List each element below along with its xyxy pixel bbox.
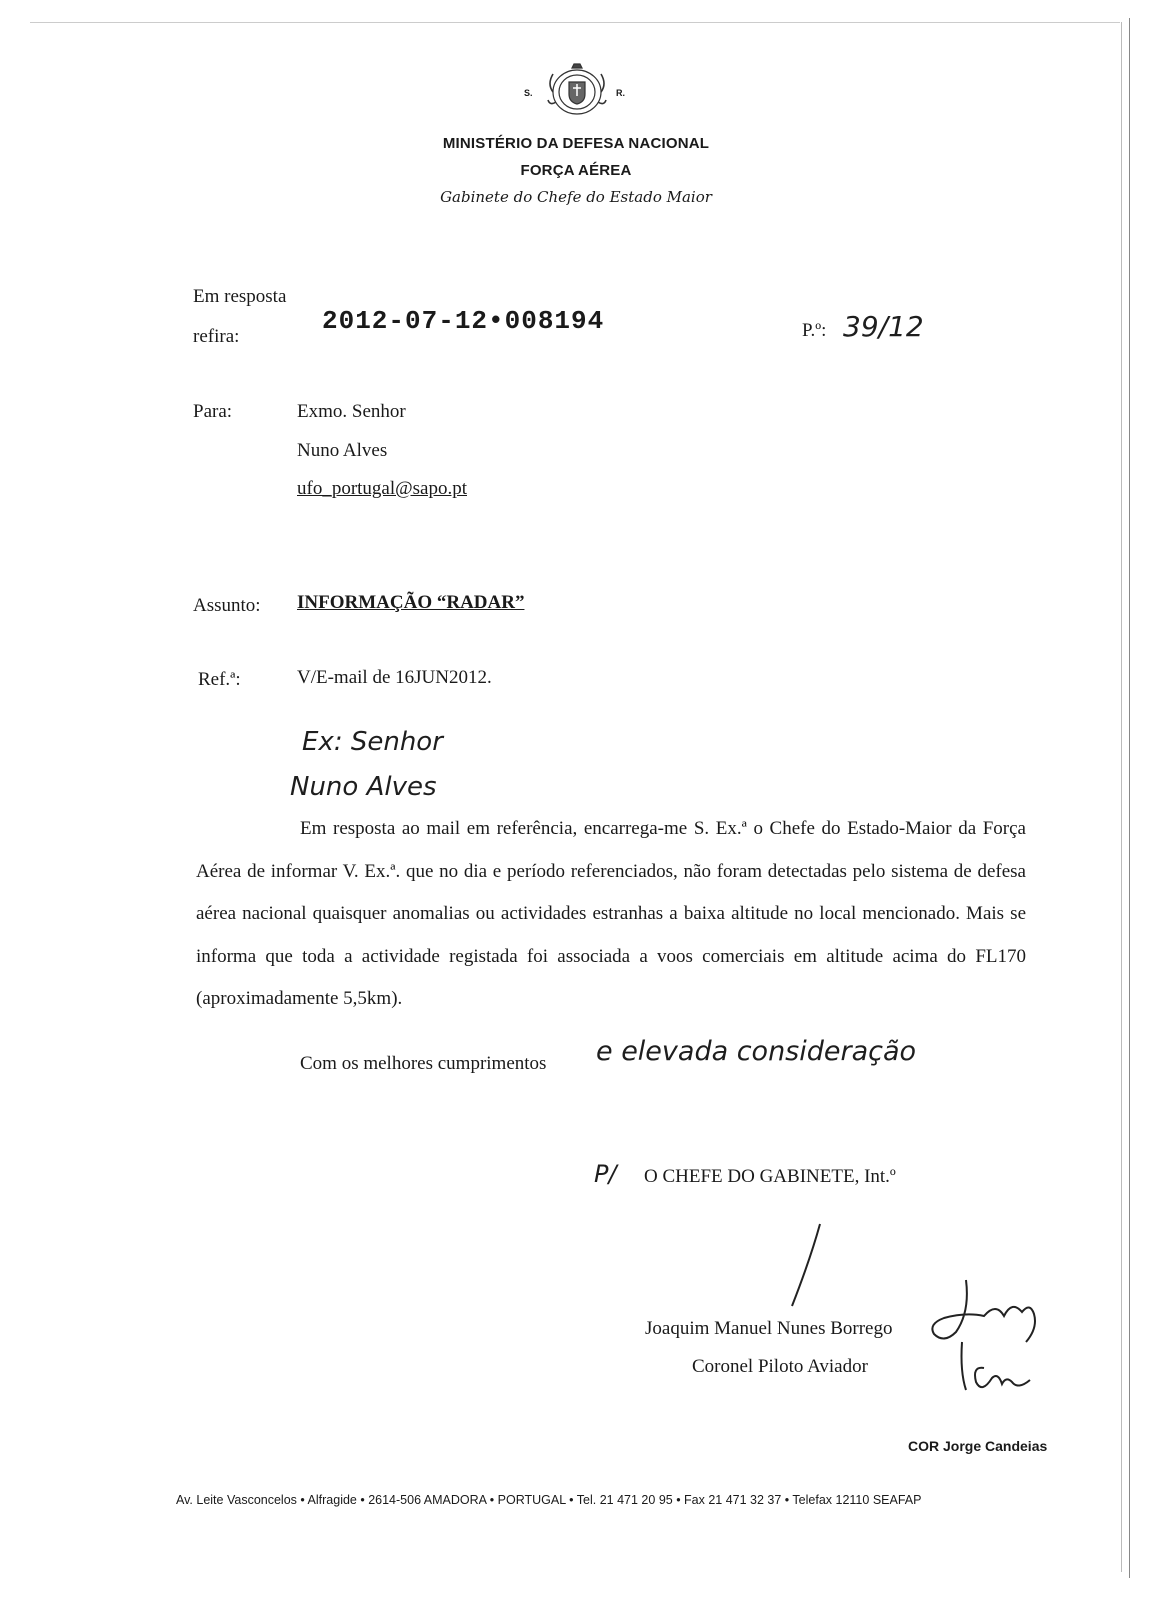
footer-address: Av. Leite Vasconcelos • Alfragide • 2614-506 AMADORA • PORTUGAL • Tel. 21 471 20 95 • Fax 21 471 32 37 • Telefax 12110 SEAFAP — [176, 1493, 922, 1507]
process-number-handwritten: 39/12 — [843, 310, 924, 343]
signatory-name: Joaquim Manuel Nunes Borrego — [645, 1318, 893, 1339]
page-right-edge — [1129, 18, 1130, 1578]
office-title: Gabinete do Chefe do Estado Maior — [440, 188, 712, 206]
page-top-edge — [30, 22, 1120, 23]
subject-value-text: INFORMAÇÃO “RADAR” — [297, 592, 525, 613]
signatory-rank: Coronel Piloto Aviador — [692, 1356, 868, 1377]
handwritten-salutation-line2: Nuno Alves — [290, 772, 437, 802]
body-paragraph: Em resposta ao mail em referência, encarrega-me S. Ex.ª o Chefe do Estado-Maior da Força Aérea de informar V. Ex.ª. que no dia e período referenciados, não foram detectadas pelo sistema de defesa aérea nacional quaisquer anomalias ou actividades estranhas a baixa altitude no local mencionado. Mais se informa que toda a actividade registada foi associada a voos comerciais em altitude acima do FL170 (aproximadamente 5,5km). — [196, 818, 1026, 1009]
reference-label-line2: refira: — [193, 326, 240, 347]
subject-label: Assunto: — [193, 595, 261, 616]
recipient-label: Para: — [193, 401, 233, 422]
seal-right-letter: R. — [616, 88, 625, 98]
recipient-email — [297, 478, 467, 500]
signature-prefix-handwritten: P/ — [594, 1160, 617, 1188]
page-right-edge-inner — [1121, 22, 1122, 1572]
subject-value — [297, 592, 524, 614]
process-label: P.º: — [802, 320, 827, 341]
closing-text: Com os melhores cumprimentos — [300, 1053, 547, 1074]
seal-left-letter: S. — [524, 88, 533, 98]
recipient-email-text: ufo_portugal@sapo.pt — [297, 478, 467, 499]
ref-label: Ref.ª: — [198, 669, 241, 690]
signature-stroke-icon — [780, 1220, 830, 1310]
recipient-line1: Exmo. Senhor — [297, 401, 406, 422]
recipient-name: Nuno Alves — [297, 440, 388, 461]
reference-stamp-number: 2012-07-12•008194 — [322, 306, 605, 336]
coat-of-arms-icon — [542, 62, 612, 120]
ministry-title: MINISTÉRIO DA DEFESA NACIONAL — [442, 135, 710, 152]
closing-handwritten: e elevada consideração — [596, 1036, 917, 1067]
reference-label-line1: Em resposta — [193, 286, 287, 307]
handwritten-signature-icon — [926, 1272, 1046, 1402]
signature-title: O CHEFE DO GABINETE, Int.º — [644, 1166, 896, 1187]
branch-title: FORÇA AÉREA — [520, 162, 632, 179]
signer-name: COR Jorge Candeias — [908, 1438, 1048, 1454]
handwritten-salutation-line1: Ex: Senhor — [302, 727, 443, 757]
ref-value: V/E-mail de 16JUN2012. — [297, 667, 492, 688]
